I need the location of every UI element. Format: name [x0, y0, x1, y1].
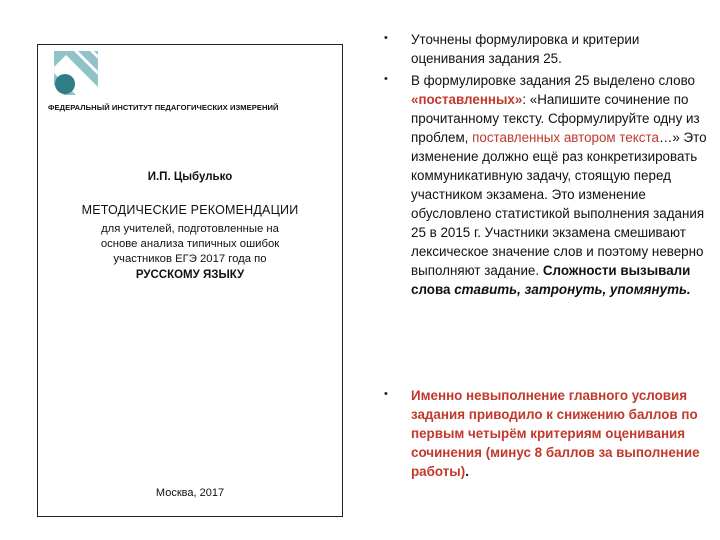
- book-cover: [37, 44, 343, 517]
- highlight-phrase: поставленных автором текста: [472, 130, 659, 145]
- bullet-icon: •: [384, 32, 388, 44]
- document-title: МЕТОДИЧЕСКИЕ РЕКОМЕНДАЦИИ: [81, 203, 299, 217]
- note-item-2: [411, 71, 711, 299]
- bullet-icon: •: [384, 73, 388, 85]
- highlight-word: «поставленных»: [411, 92, 523, 107]
- document-subject: РУССКОМУ ЯЗЫКУ: [135, 269, 245, 281]
- institute-logo-icon: [54, 51, 98, 95]
- note-text: : «Напишите сочинение по прочитанному тексту. Сформулируйте одну из проблем,: [411, 92, 700, 145]
- note-item-3: [411, 386, 711, 481]
- conclusion-text: Именно невыполнение главного условия задания приводило к снижению баллов по первым четырём критериям оценивания сочинения (минус 8 баллов за выполнение работы): [411, 388, 700, 479]
- subtitle-line: для учителей, подготовленные на: [101, 223, 279, 235]
- note-text: В формулировке задания 25 выделено слово: [411, 73, 696, 88]
- note-text: …» Это изменение должно ещё раз конкретизировать коммуникативную задачу, стоящую перед участником экзамена. Это изменение обусловлено статистикой выполнения задания 25 в 2015 г. Участники экзамена смешивают лексическое значение слов и поэтому неверно выполняют задание.: [411, 130, 707, 278]
- example-words: ставить, затронуть, упомянуть.: [454, 282, 691, 297]
- institute-name: ФЕДЕРАЛЬНЫЙ ИНСТИТУТ ПЕДАГОГИЧЕСКИХ ИЗМЕРЕНИЙ: [48, 103, 279, 112]
- document-subtitle: [38, 222, 342, 267]
- city-year: Москва, 2017: [155, 487, 225, 499]
- subtitle-line: основе анализа типичных ошибок: [100, 238, 280, 250]
- note-item-1: Уточнены формулировка и критерии оценивания задания 25.: [411, 32, 640, 66]
- bullet-icon: •: [384, 388, 388, 400]
- subtitle-line: участников ЕГЭ 2017 года по: [113, 253, 267, 265]
- note-text: .: [465, 464, 469, 479]
- author-name: И.П. Цыбулько: [147, 171, 233, 183]
- bold-phrase: Сложности вызывали слова: [411, 263, 691, 297]
